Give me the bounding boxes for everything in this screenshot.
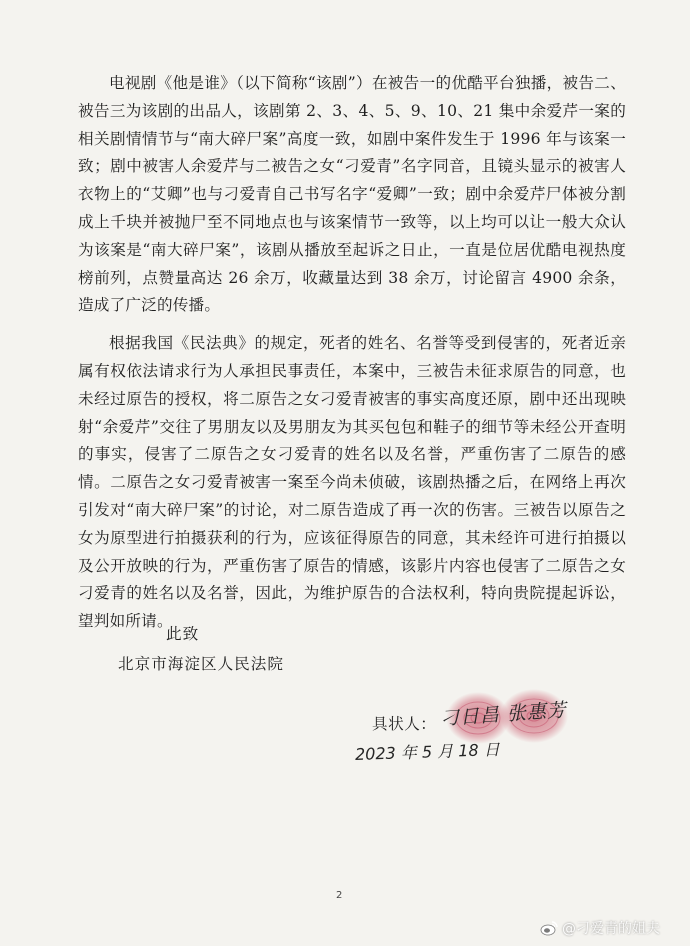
paragraph-1: 电视剧《他是谁》（以下简称“该剧”）在被告一的优酷平台独播，被告二、被告三为该剧的出品人，该剧第 2、3、4、5、9、10、21 集中余爱芹一案的相关剧情情节与“南大碎尸案”高度一致，如剧中案件发生于 1996 年与该案一致；剧中被害人余爱芹与二被告之女“刁爱青”名字同音，且镜头显示的被害人衣物上的“艾卿”也与刁爱青自己书写名字“爱卿”一致；剧中余爱芹尸体被分割成上千块并被抛尸至不同地点也与该案情节一致等，以上均可以让一般大众认为该案是“南大碎尸案”，该剧从播放至起诉之日止，一直是位居优酷电视热度榜前列，点赞量高达 26 余万，收藏量达到 38 余万，讨论留言 4900 余条，造成了广泛的传播。: [78, 74, 626, 315]
handwritten-signature: 刁日昌 张惠芳: [439, 699, 568, 730]
closing-court-name: 北京市海淀区人民法院: [118, 655, 284, 673]
closing-salutation: 此致: [166, 625, 200, 643]
watermark-text: @刁爱青的姐夫: [562, 921, 660, 937]
weibo-logo-icon: [540, 920, 558, 936]
watermark: [540, 918, 660, 938]
page-number: 2: [336, 890, 343, 901]
paragraph-2: 根据我国《民法典》的规定，死者的姓名、名誉等受到侵害的，死者近亲属有权依法请求行为人承担民事责任，本案中，三被告未征求原告的同意，也未经过原告的授权，将二原告之女刁爱青被害的事实高度还原，剧中还出现映射“余爱芹”交往了男朋友以及男朋友为其买包包和鞋子的细节等未经公开查明的事实，侵害了二原告之女刁爱青的姓名以及名誉，严重伤害了二原告的感情。二原告之女刁爱青被害一案至今尚未侦破，该剧热播之后，在网络上再次引发对“南大碎尸案”的讨论，对二原告造成了再一次的伤害。三被告以原告之女为原型进行拍摄获利的行为，应该征得原告的同意，其未经许可进行拍摄以及公开放映的行为，严重伤害了原告的情感，该影片内容也侵害了二原告之女刁爱青的姓名以及名誉，因此，为维护原告的合法权利，特向贵院提起诉讼，望判如所请。: [78, 334, 626, 631]
signature-date: 2023 年 5 月 18 日: [354, 739, 500, 764]
document-body: [78, 70, 626, 636]
signer-label: 具状人：: [372, 715, 437, 733]
